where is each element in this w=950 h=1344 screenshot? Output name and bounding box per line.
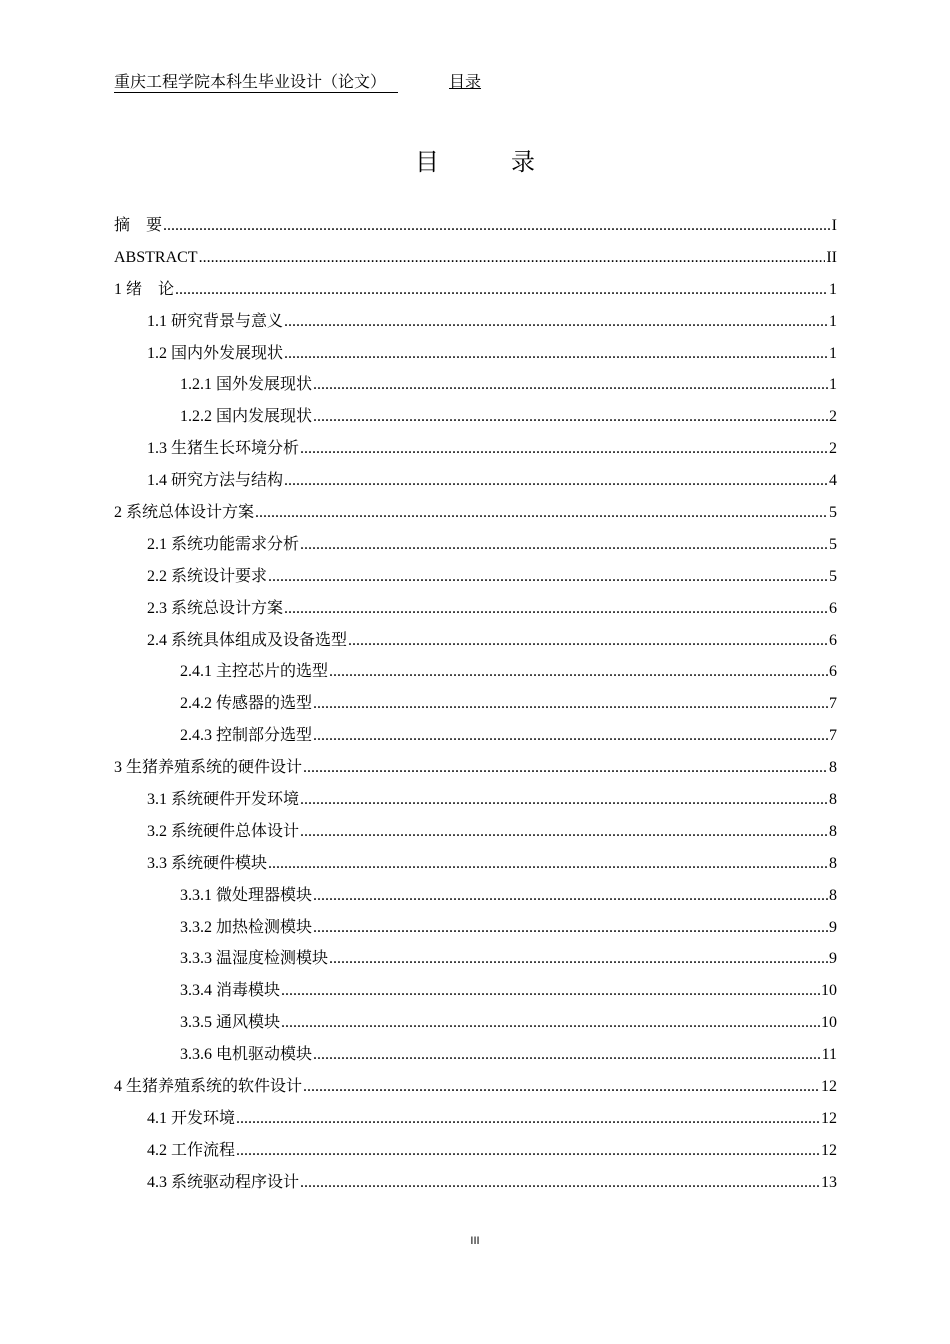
toc-dot-leader [313, 918, 828, 938]
toc-dot-leader [303, 758, 828, 778]
toc-dot-leader [313, 407, 828, 427]
toc-dot-leader [348, 631, 828, 651]
toc-entry-page: 7 [829, 727, 837, 745]
toc-dot-leader [284, 471, 828, 491]
toc-entry[interactable] [114, 593, 837, 625]
toc-entry-page: 2 [829, 408, 837, 426]
toc-entry-label: 3.3.3 温湿度检测模块 [180, 950, 329, 968]
toc-entry[interactable] [114, 1103, 837, 1135]
toc-dot-leader [300, 822, 828, 842]
toc-entry-label: ABSTRACT [114, 248, 198, 266]
toc-entry-label: 3.3.1 微处理器模块 [180, 886, 313, 904]
toc-dot-leader [300, 790, 828, 810]
toc-entry-page: 9 [829, 950, 837, 968]
toc-dot-leader [255, 503, 828, 523]
toc-dot-leader [175, 280, 828, 300]
header-underline [114, 92, 398, 93]
toc-entry[interactable] [114, 912, 837, 944]
toc-dot-leader [236, 1141, 820, 1161]
toc-dot-leader [329, 949, 828, 969]
toc-dot-leader [281, 981, 820, 1001]
toc-entry-label: 3.2 系统硬件总体设计 [147, 822, 300, 840]
page-title [0, 146, 950, 180]
toc-entry[interactable] [114, 401, 837, 433]
header-document-title: 重庆工程学院本科生毕业设计（论文） [114, 74, 387, 91]
page-number: III [470, 1235, 480, 1247]
toc-entry[interactable] [114, 688, 837, 720]
toc-entry-page: 1 [829, 280, 837, 298]
toc-entry[interactable] [114, 369, 837, 401]
toc-entry-label: 2.4.3 控制部分选型 [180, 727, 313, 745]
toc-entry-label: 2.1 系统功能需求分析 [147, 535, 300, 553]
toc-entry[interactable] [114, 1071, 837, 1103]
toc-entry[interactable] [114, 561, 837, 593]
toc-dot-leader [329, 662, 828, 682]
toc-dot-leader [303, 1077, 820, 1097]
toc-dot-leader [313, 694, 828, 714]
toc-dot-leader [300, 1173, 820, 1193]
toc-dot-leader [284, 599, 828, 619]
toc-entry-page: 7 [829, 695, 837, 713]
toc-entry-label: 1.2.2 国内发展现状 [180, 408, 313, 426]
toc-entry[interactable] [114, 497, 837, 529]
toc-entry-page: 8 [829, 790, 837, 808]
toc-entry[interactable] [114, 625, 837, 657]
page-title-text: 目 录 [415, 150, 559, 176]
toc-entry-page: II [826, 248, 837, 266]
toc-dot-leader [284, 312, 828, 332]
toc-entry-label: 3.3.4 消毒模块 [180, 982, 281, 1000]
toc-entry-label: 4.3 系统驱动程序设计 [147, 1173, 300, 1191]
toc-dot-leader [268, 854, 828, 874]
toc-dot-leader [300, 535, 828, 555]
toc-entry-label: 3.3.2 加热检测模块 [180, 918, 313, 936]
toc-entry[interactable] [114, 529, 837, 561]
toc-dot-leader [300, 439, 828, 459]
toc-dot-leader [313, 1045, 821, 1065]
toc-entry[interactable] [114, 1007, 837, 1039]
toc-entry-label: 1.3 生猪生长环境分析 [147, 440, 300, 458]
toc-entry-page: 2 [829, 440, 837, 458]
toc-entry-label: 1.4 研究方法与结构 [147, 472, 284, 490]
toc-entry-label: 4 生猪养殖系统的软件设计 [114, 1077, 303, 1095]
toc-entry[interactable] [114, 1167, 837, 1199]
toc-entry[interactable] [114, 306, 837, 338]
toc-entry-label: 1 绪 论 [114, 280, 175, 298]
toc-entry-page: 11 [821, 1046, 837, 1064]
toc-entry-page: I [831, 216, 837, 234]
toc-entry-label: 3.1 系统硬件开发环境 [147, 790, 300, 808]
toc-entry-page: 5 [829, 503, 837, 521]
toc-entry-label: 3 生猪养殖系统的硬件设计 [114, 759, 303, 777]
toc-dot-leader [313, 375, 828, 395]
toc-entry[interactable] [114, 943, 837, 975]
toc-dot-leader [281, 1013, 820, 1033]
toc-entry-page: 10 [821, 1014, 837, 1032]
toc-entry[interactable] [114, 433, 837, 465]
toc-entry[interactable] [114, 274, 837, 306]
toc-entry-page: 5 [829, 535, 837, 553]
toc-entry-page: 1 [829, 344, 837, 362]
toc-dot-leader [199, 248, 826, 268]
toc-entry[interactable] [114, 210, 837, 242]
toc-entry[interactable] [114, 816, 837, 848]
toc-entry[interactable] [114, 720, 837, 752]
toc-dot-leader [268, 567, 828, 587]
toc-entry-label: 4.1 开发环境 [147, 1109, 236, 1127]
toc-entry[interactable] [114, 1135, 837, 1167]
toc-entry[interactable] [114, 656, 837, 688]
toc-dot-leader [284, 344, 828, 364]
toc-entry-label: 4.2 工作流程 [147, 1141, 236, 1159]
table-of-contents [114, 210, 837, 1199]
toc-entry[interactable] [114, 975, 837, 1007]
toc-entry[interactable] [114, 848, 837, 880]
toc-entry[interactable] [114, 752, 837, 784]
toc-entry[interactable] [114, 1039, 837, 1071]
toc-entry-page: 8 [829, 759, 837, 777]
toc-entry-label: 3.3 系统硬件模块 [147, 854, 268, 872]
toc-entry-label: 2.2 系统设计要求 [147, 567, 268, 585]
header-section-title: 目录 [449, 74, 482, 91]
toc-entry-label: 2.4.1 主控芯片的选型 [180, 663, 329, 681]
toc-entry[interactable] [114, 338, 837, 370]
toc-entry-label: 1.2 国内外发展现状 [147, 344, 284, 362]
toc-dot-leader [313, 886, 828, 906]
toc-dot-leader [236, 1109, 820, 1129]
toc-entry-page: 6 [829, 663, 837, 681]
toc-entry-label: 2.4.2 传感器的选型 [180, 695, 313, 713]
toc-dot-leader [313, 726, 828, 746]
toc-entry-label: 3.3.5 通风模块 [180, 1014, 281, 1032]
toc-entry-page: 1 [829, 312, 837, 330]
toc-entry-page: 1 [829, 376, 837, 394]
toc-entry-page: 10 [821, 982, 837, 1000]
toc-entry-label: 1.1 研究背景与意义 [147, 312, 284, 330]
toc-entry-page: 12 [821, 1109, 837, 1127]
toc-entry-page: 12 [821, 1077, 837, 1095]
toc-entry-label: 1.2.1 国外发展现状 [180, 376, 313, 394]
toc-entry-page: 6 [829, 599, 837, 617]
toc-entry-label: 2.4 系统具体组成及设备选型 [147, 631, 348, 649]
toc-entry-page: 9 [829, 918, 837, 936]
toc-entry-label: 3.3.6 电机驱动模块 [180, 1046, 313, 1064]
toc-entry-page: 8 [829, 854, 837, 872]
toc-entry-page: 6 [829, 631, 837, 649]
toc-dot-leader [163, 216, 831, 236]
toc-entry-page: 13 [821, 1173, 837, 1191]
toc-entry-label: 2.3 系统总设计方案 [147, 599, 284, 617]
toc-entry[interactable] [114, 880, 837, 912]
toc-entry-page: 8 [829, 886, 837, 904]
toc-entry-page: 8 [829, 822, 837, 840]
toc-entry-page: 4 [829, 472, 837, 490]
toc-entry[interactable] [114, 784, 837, 816]
toc-entry-page: 12 [821, 1141, 837, 1159]
toc-entry-label: 2 系统总体设计方案 [114, 503, 255, 521]
toc-entry-page: 5 [829, 567, 837, 585]
toc-entry-label: 摘 要 [114, 216, 163, 234]
toc-entry[interactable] [114, 242, 837, 274]
toc-entry[interactable] [114, 465, 837, 497]
